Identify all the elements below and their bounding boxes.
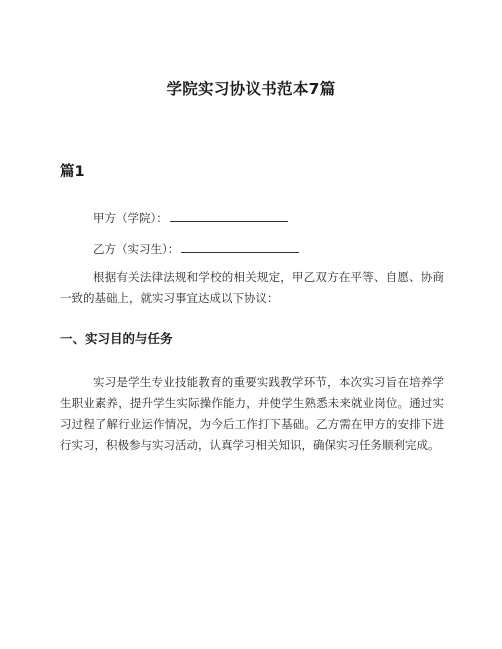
document-title: 学院实习协议书范本7篇	[166, 80, 336, 98]
intro-paragraph: 根据有关法律法规和学校的相关规定，甲乙双方在平等、自愿、协商一致的基础上，就实习事宜达成以下协议：	[60, 270, 444, 305]
party-a-blank-field	[170, 210, 288, 222]
section-heading: 篇1	[60, 164, 85, 180]
party-a-line	[93, 210, 288, 226]
party-b-blank-field	[181, 241, 299, 253]
party-a-label: 甲方（学院）：	[93, 211, 168, 225]
party-b-label: 乙方（实习生）：	[93, 242, 180, 256]
clause-1-heading: 一、实习目的与任务	[60, 331, 173, 346]
party-b-line	[93, 241, 299, 257]
clause-1-paragraph: 实习是学生专业技能教育的重要实践教学环节，本次实习旨在培养学生职业素养，提升学生实际操作能力，并使学生熟悉未来就业岗位。通过实习过程了解行业运作情况，为今后工作打下基础。乙方需在甲方的安排下进行实习，积极参与实习活动，认真学习相关知识，确保实习任务顺利完成。	[60, 375, 444, 452]
